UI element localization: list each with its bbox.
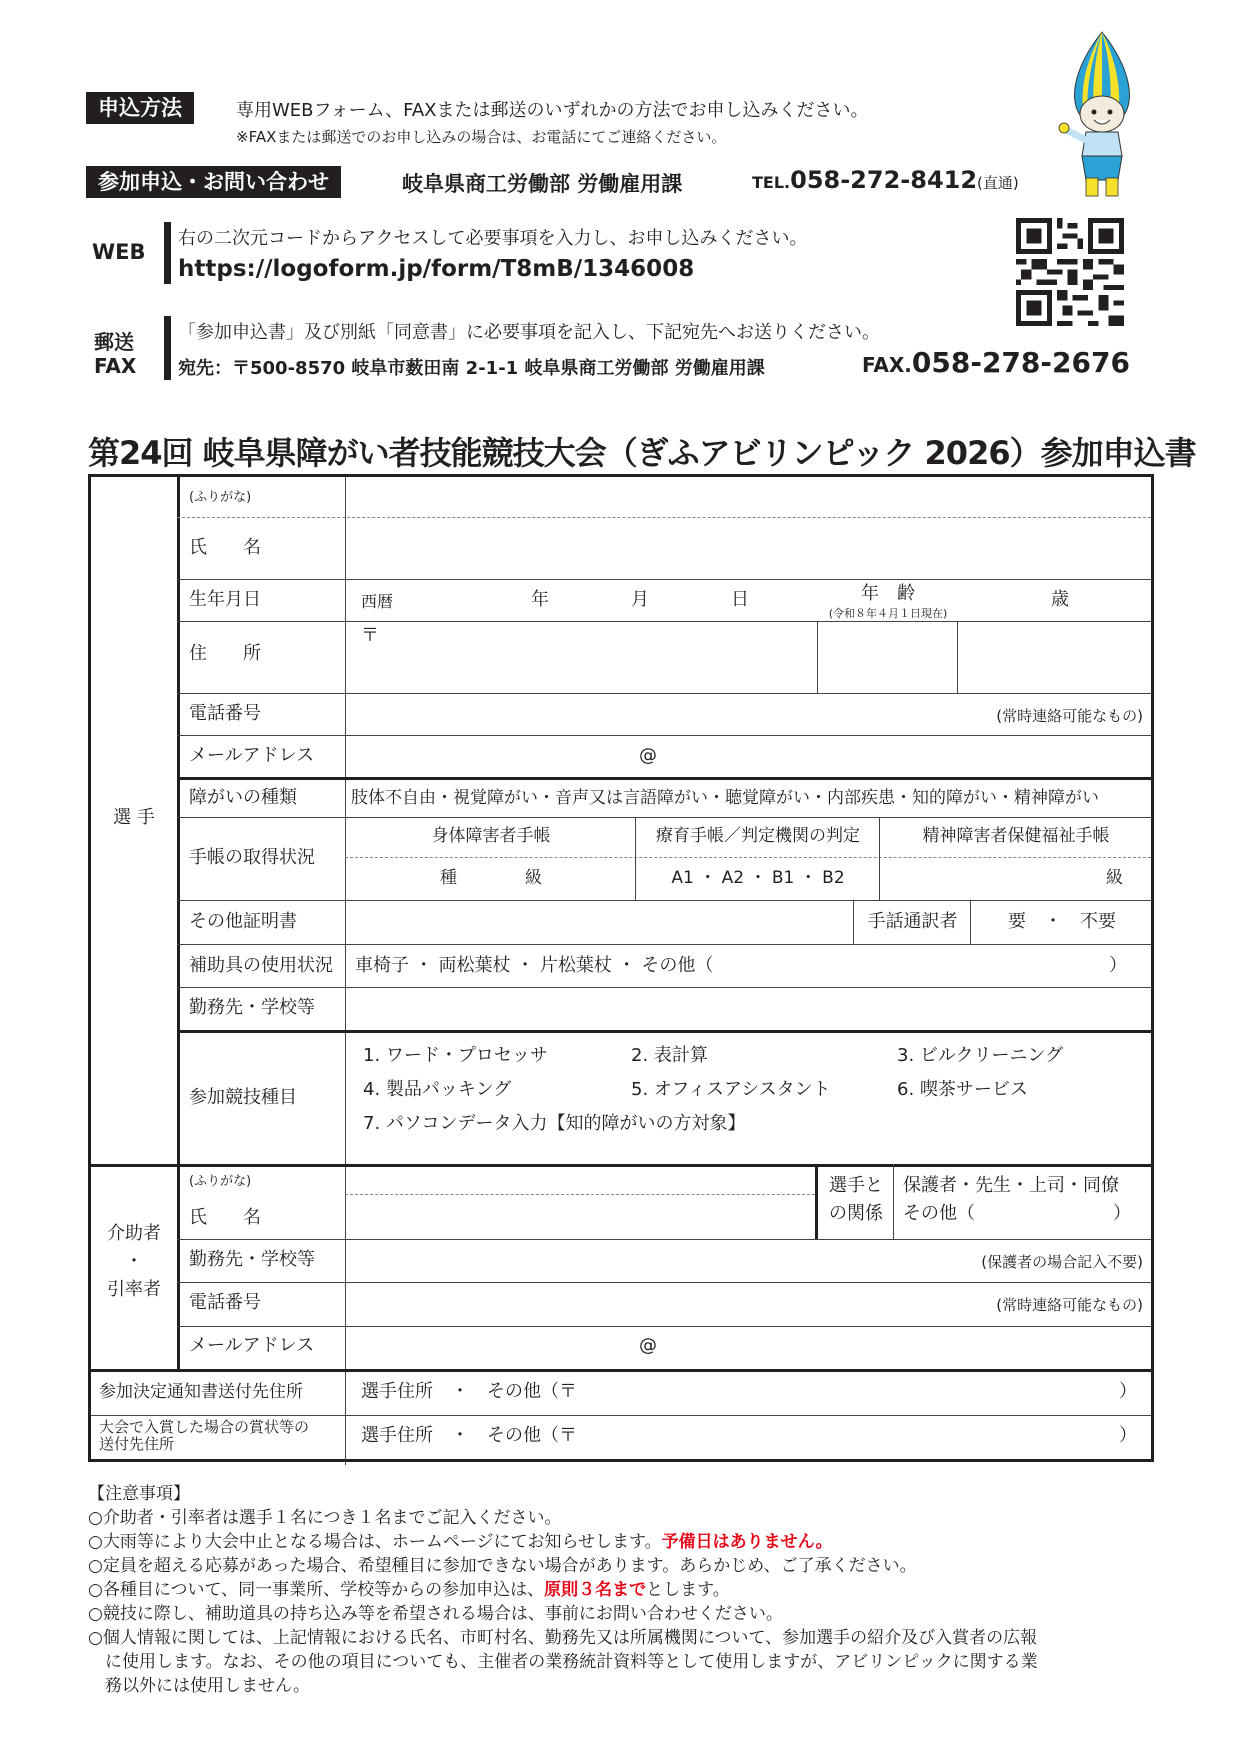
notebook-mental: 精神障害者保健福祉手帳 — [922, 826, 1110, 846]
player-section-label: 選 手 — [113, 807, 155, 828]
fax-prefix: FAX. — [862, 353, 912, 377]
assist-section-label-3: 引率者 — [107, 1279, 161, 1300]
aid-close: ） — [1109, 955, 1127, 976]
aid-options[interactable]: 車椅子 ・ 両松葉杖 ・ 片松葉杖 ・ その他（ — [355, 955, 714, 976]
note-item: 務以外には使用しません。 — [88, 1676, 311, 1696]
event-option[interactable]: 4. 製品パッキング — [363, 1079, 512, 1100]
events-label: 参加競技種目 — [189, 1087, 297, 1108]
disability-label: 障がいの種類 — [189, 787, 297, 808]
section-line — [91, 1369, 1151, 1372]
notebook-physical: 身体障害者手帳 — [431, 826, 551, 846]
award-addr-label-2: 送付先住所 — [99, 1435, 175, 1453]
row-line — [177, 1030, 1151, 1033]
divider — [957, 621, 958, 693]
event-option[interactable]: 6. 喫茶サービス — [897, 1079, 1028, 1100]
row-line — [177, 987, 1151, 988]
aid-label: 補助具の使用状況 — [189, 955, 333, 976]
dash-line — [345, 1194, 815, 1195]
row-line — [177, 1239, 1151, 1240]
disability-options[interactable]: 肢体不自由・視覚障がい・音声又は言語障がい・聴覚障がい・内部疾患・知的障がい・精神障がい — [351, 788, 1099, 808]
divider — [853, 900, 854, 944]
web-text: 右の二次元コードからアクセスして必要事項を入力し、お申し込みください。 — [178, 228, 808, 249]
notes-title: 【注意事項】 — [88, 1484, 190, 1504]
divider — [177, 1164, 180, 1371]
section-line — [91, 1164, 1151, 1167]
assist-section-label-1: 介助者 — [107, 1223, 161, 1244]
note-item: ○競技に際し、補助道具の持ち込み等を希望される場合は、事前にお問い合わせください。 — [88, 1604, 783, 1624]
assist-furigana-label: (ふりがな) — [189, 1174, 252, 1189]
assist-phone-note: (常時連絡可能なもの) — [996, 1296, 1143, 1314]
row-line — [177, 777, 1151, 780]
assist-phone-label: 電話番号 — [189, 1292, 261, 1313]
event-option[interactable]: 3. ビルクリーニング — [897, 1045, 1064, 1066]
note-highlight: 予備日はありません。 — [661, 1532, 833, 1552]
name-label: 氏 名 — [189, 537, 261, 558]
row-line — [91, 1415, 1151, 1416]
mail-text: 「参加申込書」及び別紙「同意書」に必要事項を記入し、下記宛先へお送りください。 — [178, 322, 880, 343]
other-cert-label: その他証明書 — [189, 911, 297, 932]
divider — [817, 621, 818, 693]
row-line — [177, 817, 1151, 818]
assist-work-label: 勤務先・学校等 — [189, 1249, 315, 1270]
assist-section-label-2: ・ — [125, 1251, 143, 1272]
notebook-rehab: 療育手帳／判定機関の判定 — [656, 826, 860, 846]
note-text: とします。 — [646, 1580, 730, 1600]
event-option[interactable]: 2. 表計算 — [631, 1045, 708, 1066]
furigana-label: (ふりがな) — [189, 490, 252, 505]
notebook-mental-value[interactable]: 級 — [1106, 868, 1123, 888]
note-item: ○個人情報に関しては、上記情報における氏名、市町村名、勤務先又は所属機関について、参加選手の紹介及び入賞者の広報 — [88, 1628, 1038, 1648]
email-label: メールアドレス — [189, 745, 315, 766]
qr-code[interactable] — [1016, 218, 1124, 326]
note-item: ○定員を超える応募があった場合、希望種目に参加できない場合があります。あらかじめ、ご了承ください。 — [88, 1556, 917, 1576]
method-text: 専用WEBフォーム、FAXまたは郵送のいずれかの方法でお申し込みください。 — [236, 100, 869, 121]
email-at-mark[interactable]: @ — [639, 745, 657, 766]
fax-number: 058-278-2676 — [911, 346, 1130, 379]
postal-mark[interactable]: 〒 — [361, 625, 379, 646]
notice-addr-close: ） — [1119, 1381, 1137, 1402]
age-unit[interactable]: 歳 — [1051, 589, 1069, 610]
note-highlight: 原則３名まで — [544, 1580, 647, 1600]
row-line — [177, 579, 1151, 580]
contact-tag: 参加申込・お問い合わせ — [86, 166, 341, 198]
age-label: 年 齢 — [861, 583, 915, 604]
row-line — [177, 693, 1151, 694]
birth-year-unit: 年 — [531, 589, 549, 610]
assist-email-at-mark[interactable]: @ — [639, 1335, 657, 1356]
assist-email-label: メールアドレス — [189, 1335, 315, 1356]
row-line — [177, 735, 1151, 736]
contact-tel-line — [752, 166, 1019, 194]
web-bar — [164, 222, 171, 284]
note-text: ○大雨等により大会中止となる場合は、ホームページにてお知らせします。 — [88, 1532, 662, 1552]
award-addr-label-1: 大会で入賞した場合の賞状等の — [99, 1418, 310, 1436]
row-line — [177, 900, 1151, 901]
sign-label: 手話通訳者 — [867, 911, 958, 932]
event-option[interactable]: 7. パソコンデータ入力【知的障がいの方対象】 — [363, 1113, 746, 1134]
notice-addr-label: 参加決定通知書送付先住所 — [99, 1382, 303, 1402]
divider — [970, 900, 971, 944]
relation-label-2: の関係 — [829, 1203, 883, 1224]
assist-name-label: 氏 名 — [189, 1207, 261, 1228]
mail-label: 郵送 — [94, 330, 134, 354]
award-addr-options[interactable]: 選手住所 ・ その他（〒 — [361, 1425, 577, 1446]
divider — [635, 817, 636, 900]
fax-line — [862, 346, 1130, 379]
birth-day-unit: 日 — [731, 589, 749, 610]
method-tag: 申込方法 — [86, 92, 194, 124]
name-input[interactable] — [347, 477, 1151, 577]
method-note: ※FAXまたは郵送でのお申し込みの場合は、お電話にてご連絡ください。 — [236, 128, 727, 146]
row-line — [177, 944, 1151, 945]
mail-address: 宛先：〒500-8570 岐阜市薮田南 2-1-1 岐阜県商工労働部 労働雇用課 — [178, 358, 765, 379]
tel-suffix: (直通) — [977, 174, 1019, 192]
notebook-label: 手帳の取得状況 — [189, 847, 315, 868]
divider — [879, 817, 880, 900]
tel-prefix: TEL. — [752, 173, 791, 192]
page-title: 第24回 岐阜県障がい者技能競技大会（ぎふアビリンピック 2026）参加申込書 — [88, 434, 1196, 472]
notebook-rehab-value[interactable]: A1 ・ A2 ・ B1 ・ B2 — [671, 868, 845, 888]
divider — [177, 477, 180, 1164]
row-line — [177, 621, 1151, 622]
divider — [345, 477, 346, 1371]
fax-label: FAX — [94, 354, 137, 378]
contact-tel: 058-272-8412 — [790, 166, 978, 194]
web-label: WEB — [92, 240, 146, 264]
phone-note: (常時連絡可能なもの) — [996, 707, 1143, 725]
note-item — [88, 1578, 1168, 1602]
divider — [815, 1164, 818, 1239]
row-line — [177, 1326, 1151, 1327]
mascot-illustration — [1052, 30, 1152, 200]
web-url-link[interactable]: https://logoform.jp/form/T8mB/1346008 — [178, 256, 695, 282]
event-option[interactable]: 5. オフィスアシスタント — [631, 1079, 831, 1100]
contact-org: 岐阜県商工労働部 労働雇用課 — [402, 172, 683, 196]
notice-addr-options[interactable]: 選手住所 ・ その他（〒 — [361, 1381, 577, 1402]
birth-label: 生年月日 — [189, 589, 261, 610]
note-text: ○各種目について、同一事業所、学校等からの参加申込は、 — [88, 1580, 545, 1600]
row-line — [177, 1282, 1151, 1283]
sign-options[interactable]: 要 ・ 不要 — [1008, 911, 1116, 932]
notes-section — [88, 1482, 1168, 1698]
relation-label-1: 選手と — [829, 1175, 883, 1196]
relation-close: ） — [1113, 1203, 1131, 1224]
assist-work-note: (保護者の場合記入不要) — [981, 1253, 1143, 1271]
birth-month-unit: 月 — [631, 589, 649, 610]
application-form — [88, 474, 1154, 1462]
phone-label: 電話番号 — [189, 703, 261, 724]
award-addr-close: ） — [1119, 1425, 1137, 1446]
note-item: に使用します。なお、その他の項目についても、主催者の業務統計資料等として使用しますが、アビリンピックに関する業 — [88, 1652, 1038, 1672]
mail-bar — [164, 316, 171, 380]
age-note: (令和８年４月１日現在) — [828, 607, 948, 620]
birth-era[interactable]: 西暦 — [361, 592, 394, 611]
work-label: 勤務先・学校等 — [189, 997, 315, 1018]
address-label: 住 所 — [189, 643, 261, 664]
relation-options-1[interactable]: 保護者・先生・上司・同僚 — [903, 1175, 1119, 1196]
event-option[interactable]: 1. ワード・プロセッサ — [363, 1045, 548, 1066]
note-item: ○介助者・引率者は選手１名につき１名までご記入ください。 — [88, 1508, 562, 1528]
relation-options-2[interactable]: その他（ — [903, 1203, 975, 1224]
divider — [345, 1371, 346, 1465]
dash-line — [345, 857, 1151, 858]
notebook-physical-value[interactable]: 種 級 — [440, 868, 542, 888]
divider — [893, 1164, 894, 1239]
note-item — [88, 1530, 1168, 1554]
